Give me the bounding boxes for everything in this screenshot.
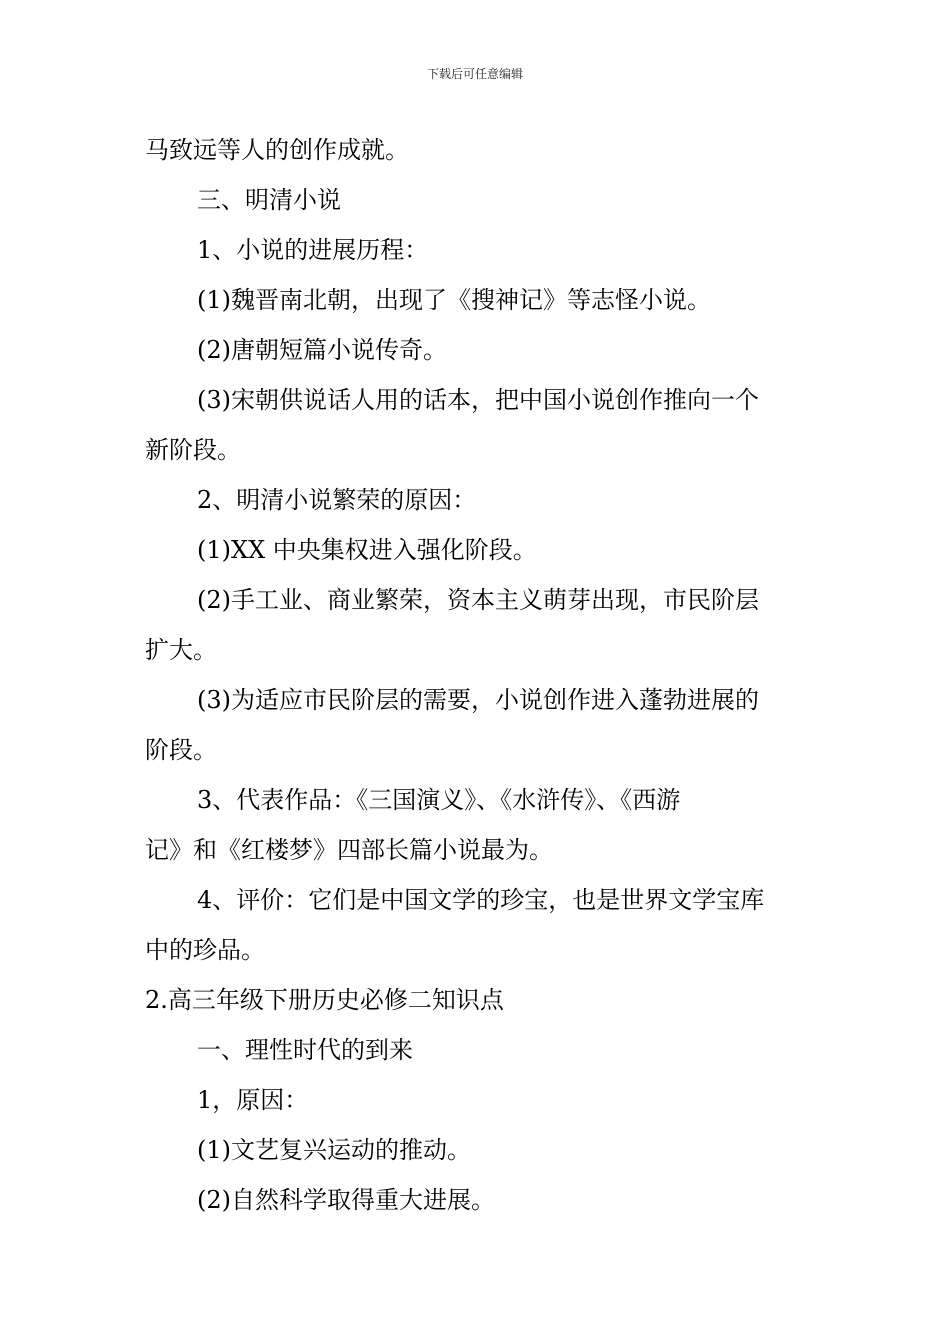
subsection-heading: 1、小说的进展历程： <box>197 236 429 264</box>
paragraph-line: (1)XX 中央集权进入强化阶段。 <box>197 536 537 564</box>
paragraph-line: 新阶段。 <box>145 436 241 464</box>
paragraph-line: (2)手工业、商业繁荣，资本主义萌芽出现，市民阶层 <box>197 586 759 614</box>
paragraph-line: 马致远等人的创作成就。 <box>145 136 409 164</box>
subsection-heading: 1，原因： <box>197 1086 309 1114</box>
paragraph-line: 扩大。 <box>145 636 217 664</box>
paragraph-line: 3、代表作品：《三国演义》、《水浒传》、《西游 <box>197 786 681 814</box>
paragraph-line: (1)魏晋南北朝，出现了《搜神记》等志怪小说。 <box>197 286 711 314</box>
section-heading: 三、明清小说 <box>197 186 341 214</box>
paragraph-line: 4、评价：它们是中国文学的珍宝，也是世界文学宝库 <box>197 886 765 914</box>
subsection-heading: 2、明清小说繁荣的原因： <box>197 486 477 514</box>
paragraph-line: (3)为适应市民阶层的需要，小说创作进入蓬勃进展的 <box>197 686 759 714</box>
paragraph-line: 阶段。 <box>145 736 217 764</box>
paragraph-line: (2)唐朝短篇小说传奇。 <box>197 336 447 364</box>
paragraph-line: (2)自然科学取得重大进展。 <box>197 1186 495 1214</box>
paragraph-line: (3)宋朝供说话人用的话本，把中国小说创作推向一个 <box>197 386 759 414</box>
paragraph-line: 中的珍品。 <box>145 936 265 964</box>
document-section-title: 2.高三年级下册历史必修二知识点 <box>145 986 504 1014</box>
paragraph-line: 记》和《红楼梦》四部长篇小说最为。 <box>145 836 553 864</box>
paragraph-line: (1)文艺复兴运动的推动。 <box>197 1136 471 1164</box>
page-header-note: 下载后可任意编辑 <box>426 67 523 81</box>
section-heading: 一、理性时代的到来 <box>197 1036 413 1064</box>
